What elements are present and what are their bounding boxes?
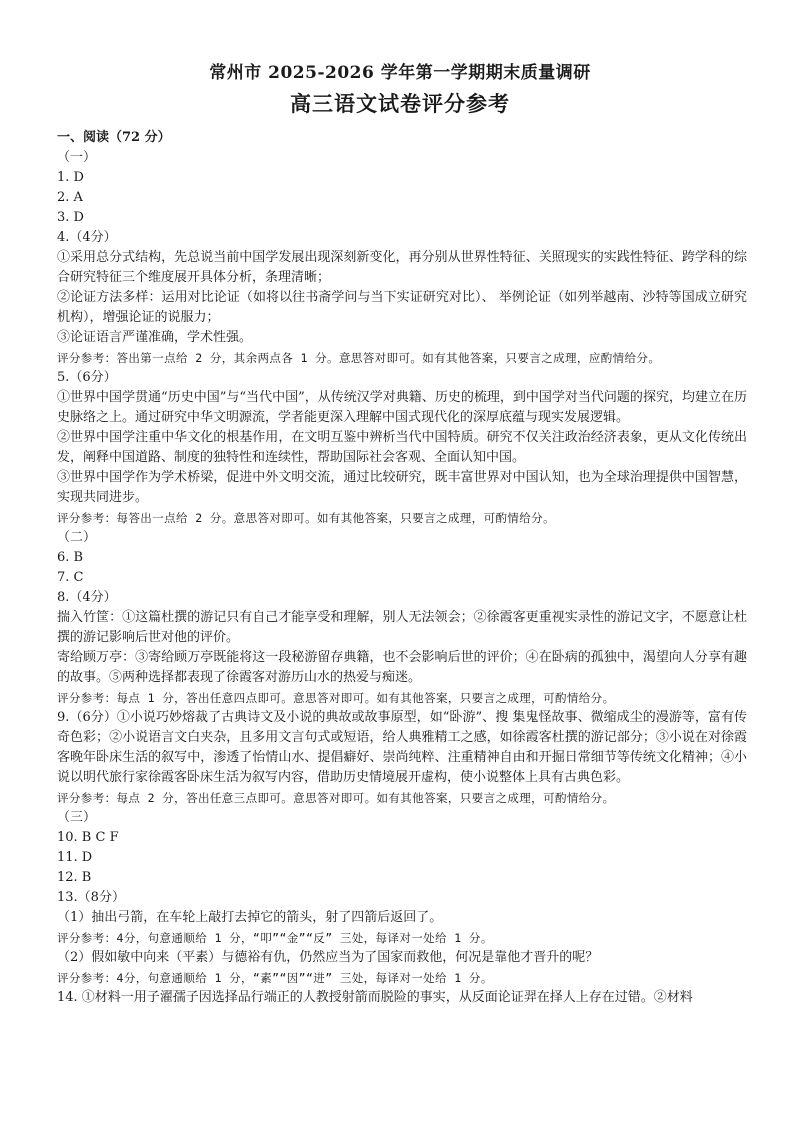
answer-q9: 9.（6分）①小说巧妙熔裁了古典诗文及小说的典故或故事原型，如“卧游”、搜 集鬼怪故事、微缩成尘的漫游等，富有传奇色彩；②小说语言文白夹杂，且多用文言句式或短语，给人典雅精工之感，如徐霞客杜撰的游记部分；③小说在对徐霞客晚年卧床生活的叙写中，渗透了怡情山水、提倡癖好、崇尚纯粹、注重精神自由和开掘日常细节等传统文化精神；④小说以明代旅行家徐霞客卧床生活为叙写内容，借助历史情境展开虚构，使小说整体上具有古典色彩。 [57,710,747,785]
grading-note-q8: 评分参考：每点 1 分，答出任意四点即可。意思答对即可。如有其他答案，只要言之成理，可酌情给分。 [57,691,615,705]
part-heading-1: （一） [57,150,97,165]
answer-q1: 1. D [57,170,84,185]
answer-q6: 6. B [57,550,84,565]
answer-q13-part-2: （2）假如敏中向来（平素）与德裕有仇，仍然应当为了国家而救他，何况是靠他才晋升的呢？ [57,950,599,965]
part-heading-2: （二） [57,530,97,545]
answer-key-body [57,128,747,1008]
document-title: 常州市 2025-2026 学年第一学期期末质量调研 [209,63,591,83]
answer-q4-heading: 4.（4分） [57,230,117,245]
answer-q13-part-1: （1）抽出弓箭，在车轮上敲打去掉它的箭头，射了四箭后返回了。 [57,910,443,925]
answer-q14: 14. ①材料一用子濯孺子因选择品行端正的人教授射箭而脱险的事实，从反面论证羿在择人上存在过错。②材料 [57,990,693,1005]
answer-q4-point-3: ③论证语言严谨准确，学术性强。 [57,330,253,345]
answer-q4-point-1: ①采用总分式结构，先总说当前中国学发展出现深刻新变化，再分别从世界性特征、关照现实的实践性特征、跨学科的综合研究特征三个维度展开具体分析，条理清晰； [57,250,747,285]
answer-q8-heading: 8.（4分） [57,590,117,605]
grading-note-q4: 评分参考：答出第一点给 2 分，其余两点各 1 分。意思答对即可。如有其他答案，只要言之成理，应酌情给分。 [57,351,661,365]
answer-q11: 11. D [57,850,93,865]
answer-q8-point-b: 寄给顾万亭：③寄给顾万亭既能将这一段秘游留存典籍，也不会影响后世的评价；④在卧病的孤独中，渴望向人分享有趣的故事。⑤两种选择都表现了徐霞客对游历山水的热爱与痴迷。 [57,650,747,685]
section-heading-reading: 一、阅读（72 分） [57,130,171,145]
answer-q10: 10. B C F [57,830,119,845]
answer-q7: 7. C [57,570,84,585]
grading-note-q5: 评分参考：每答出一点给 2 分。意思答对即可。如有其他答案，只要言之成理，可酌情给分。 [57,511,555,525]
answer-q12: 12. B [57,870,92,885]
grading-note-q13-part-1: 评分参考：4分，句意通顺给 1 分，“叩”“金”“反” 三处，每译对一处给 1 分。 [57,931,493,945]
answer-q2: 2. A [57,190,83,205]
answer-q5-point-1: ①世界中国学贯通“历史中国”与“当代中国”，从传统汉学对典籍、历史的梳理，到中国学对当代问题的探究，均建立在历史脉络之上。通过研究中华文明源流，学者能更深入理解中国式现代化的深厚底蕴与现实发展逻辑。 [57,390,747,425]
grading-note-q13-part-2: 评分参考：4分，句意通顺给 1 分，“素”“因”“进” 三处，每译对一处给 1 分。 [57,971,493,985]
answer-q8-point-a: 揣入竹筐：①这篇杜撰的游记只有自己才能享受和理解，别人无法领会；②徐霞客更重视实录性的游记文字，不愿意让杜撰的游记影响后世对他的评价。 [57,610,747,645]
answer-q13-heading: 13.（8分） [57,890,125,905]
grading-note-q9: 评分参考：每点 2 分，答出任意三点即可。意思答对即可。如有其他答案，只要言之成理，可酌情给分。 [57,791,615,805]
answer-q5-heading: 5.（6分） [57,370,117,385]
answer-q5-point-3: ③世界中国学作为学术桥梁，促进中外文明交流，通过比较研究，既丰富世界对中国认知，也为全球治理提供中国智慧，实现共同进步。 [57,470,747,505]
part-heading-3: （三） [57,810,97,825]
answer-q3: 3. D [57,210,84,225]
answer-q4-point-2: ②论证方法多样：运用对比论证（如将以往书斋学问与当下实证研究对比）、 举例论证（如列举越南、沙特等国成立研究机构），增强论证的说服力； [57,290,747,325]
answer-q5-point-2: ②世界中国学注重中华文化的根基作用，在文明互鉴中辨析当代中国特质。研究不仅关注政治经济表象，更从文化传统出发，阐释中国道路、制度的独特性和连续性，帮助国际社会客观、全面认知中国。 [57,430,747,465]
document-subtitle: 高三语文试卷评分参考 [290,92,510,116]
